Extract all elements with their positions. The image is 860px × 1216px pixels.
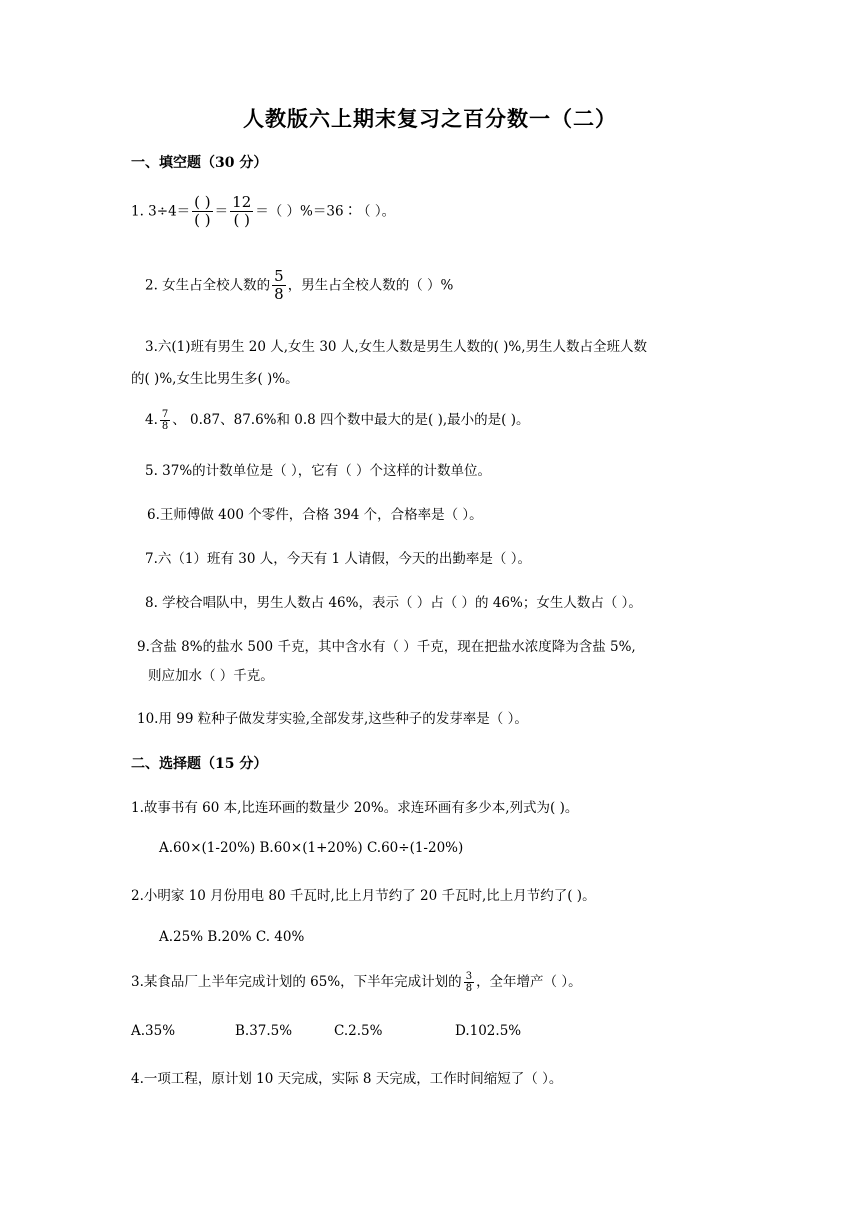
c3-fraction	[464, 971, 474, 995]
question-10: 10.用 99 粒种子做发芽实验,全部发芽,这些种子的发芽率是（ ）。	[137, 711, 528, 727]
question-9-line-1: 9.含盐 8%的盐水 500 千克，其中含水有（ ）千克，现在把盐水浓度降为含盐 5%,	[137, 639, 636, 655]
section-heading-fill-blank: 一、填空题（30 分）	[131, 155, 268, 171]
question-1	[131, 194, 395, 230]
choice-3-option-b: B.37.5%	[235, 1023, 293, 1039]
q1-prefix: 1. 3÷4＝	[131, 203, 191, 220]
c3-denominator: 8	[465, 983, 473, 994]
q1-frac2-denominator: ( )	[233, 211, 250, 230]
question-5: 5. 37%的计数单位是（ ），它有（ ）个这样的计数单位。	[145, 463, 492, 479]
question-2	[145, 268, 453, 304]
q4-denominator: 8	[161, 421, 169, 432]
choice-3-option-a: A.35%	[131, 1023, 176, 1039]
c3-prefix: 3.某食品厂上半年完成计划的 65%，下半年完成计划的	[131, 974, 462, 990]
q2-numerator: 5	[274, 267, 284, 285]
question-9-line-2: 则应加水（ ）千克。	[148, 668, 274, 684]
q4-fraction	[160, 409, 170, 433]
choice-2-question: 2.小明家 10 月份用电 80 千瓦时,比上月节约了 20 千瓦时,比上月节约了( )。	[131, 888, 596, 904]
q2-prefix: 2. 女生占全校人数的	[145, 277, 271, 294]
q1-frac2-numerator: 12	[232, 193, 252, 211]
choice-1-question: 1.故事书有 60 本,比连环画的数量少 20%。求连环画有多少本,列式为( )。	[131, 800, 579, 816]
page-title: 人教版六上期末复习之百分数一（二）	[243, 106, 617, 131]
q4-prefix: 4.	[145, 412, 158, 428]
q1-suffix: ＝（ ）%＝36∶（ ）。	[255, 203, 396, 220]
question-4	[145, 408, 530, 433]
choice-3-option-c: C.2.5%	[334, 1023, 383, 1039]
q1-fraction-1	[192, 194, 212, 230]
choice-3-question	[131, 970, 582, 995]
q2-suffix: ，男生占全校人数的（ ）%	[287, 277, 454, 294]
question-6: 6.王师傅做 400 个零件，合格 394 个，合格率是（ ）。	[147, 507, 483, 523]
choice-4-question: 4.一项工程，原计划 10 天完成，实际 8 天完成，工作时间缩短了（ ）。	[131, 1071, 563, 1087]
q4-suffix: 、 0.87、87.6%和 0.8 四个数中最大的是( ),最小的是( )。	[172, 412, 530, 428]
q2-denominator: 8	[274, 285, 284, 304]
question-7: 7.六（1）班有 30 人，今天有 1 人请假，今天的出勤率是（ ）。	[145, 551, 531, 567]
q1-frac1-numerator: ( )	[194, 193, 211, 211]
choice-2-options: A.25% B.20% C. 40%	[159, 929, 305, 945]
question-8: 8. 学校合唱队中，男生人数占 46%，表示（ ）占（ ）的 46%；女生人数占（ ）。	[145, 595, 642, 611]
q2-fraction	[272, 268, 286, 304]
c3-suffix: ，全年增产（ ）。	[476, 974, 582, 990]
q1-equals: ＝	[214, 203, 229, 220]
question-3-line-1: 3.六(1)班有男生 20 人,女生 30 人,女生人数是男生人数的( )%,男生人数占全班人数	[145, 339, 648, 355]
choice-3-option-d: D.102.5%	[455, 1023, 522, 1039]
c3-numerator: 3	[465, 970, 473, 982]
question-3-line-2: 的( )%,女生比男生多( )%。	[131, 371, 299, 387]
q1-fraction-2	[230, 194, 253, 230]
choice-1-options: A.60×(1-20%) B.60×(1+20%) C.60÷(1-20%)	[159, 840, 464, 856]
q1-frac1-denominator: ( )	[194, 211, 211, 230]
section-heading-multiple-choice: 二、选择题（15 分）	[131, 756, 268, 772]
q4-numerator: 7	[161, 408, 169, 420]
